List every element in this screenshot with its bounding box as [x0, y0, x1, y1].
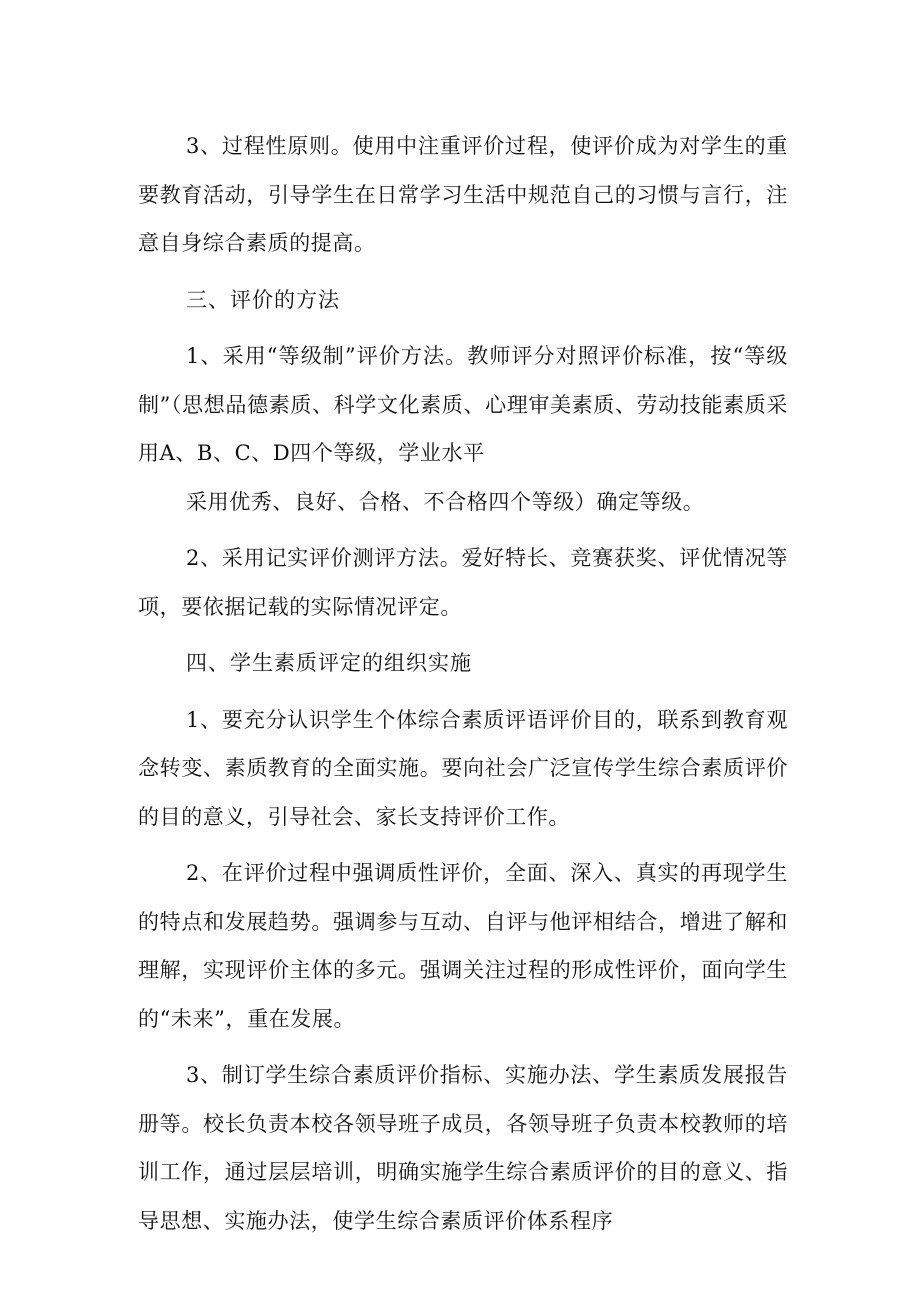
paragraph-implementation-system: 3、制订学生综合素质评价指标、实施办法、学生素质发展报告册等。校长负责本校各领导班子成员，各领导班子负责本校教师的培训工作，通过层层培训，明确实施学生综合素质评价的目的意义、指导思想、实施办法，使学生综合素质评价体系程序 — [138, 1063, 788, 1233]
paragraph-implementation-awareness: 1、要充分认识学生个体综合素质评语评价目的，联系到教育观念转变、素质教育的全面实施。要向社会广泛宣传学生综合素质评价的目的意义，引导社会、家长支持评价工作。 — [138, 707, 788, 829]
document-body — [138, 122, 788, 1245]
section-heading-methods: 三、评价的方法 — [186, 287, 340, 312]
paragraph-method-record: 2、采用记实评价测评方法。爱好特长、竞赛获奖、评优情况等项，要依据记载的实际情况评定。 — [138, 546, 788, 619]
paragraph-method-grading-continued: 采用优秀、良好、合格、不合格四个等级）确定等级。 — [186, 489, 705, 514]
paragraph-process-principle: 3、过程性原则。使用中注重评价过程，使评价成为对学生的重要教育活动，引导学生在日常学习生活中规范自己的习惯与言行，注意自身综合素质的提高。 — [138, 134, 788, 255]
paragraph-method-grading: 1、采用“等级制”评价方法。教师评分对照评价标准，按“等级制”（思想品德素质、科学文化素质、心理审美素质、劳动技能素质采用A、B、C、D四个等级，学业水平 — [138, 344, 788, 465]
paragraph-implementation-qualitative: 2、在评价过程中强调质性评价，全面、深入、真实的再现学生的特点和发展趋势。强调参与互动、自评与他评相结合，增进了解和理解，实现评价主体的多元。强调关注过程的形成性评价，面向学生的“未来”，重在发展。 — [138, 861, 788, 1031]
section-heading-implementation: 四、学生素质评定的组织实施 — [186, 651, 472, 675]
